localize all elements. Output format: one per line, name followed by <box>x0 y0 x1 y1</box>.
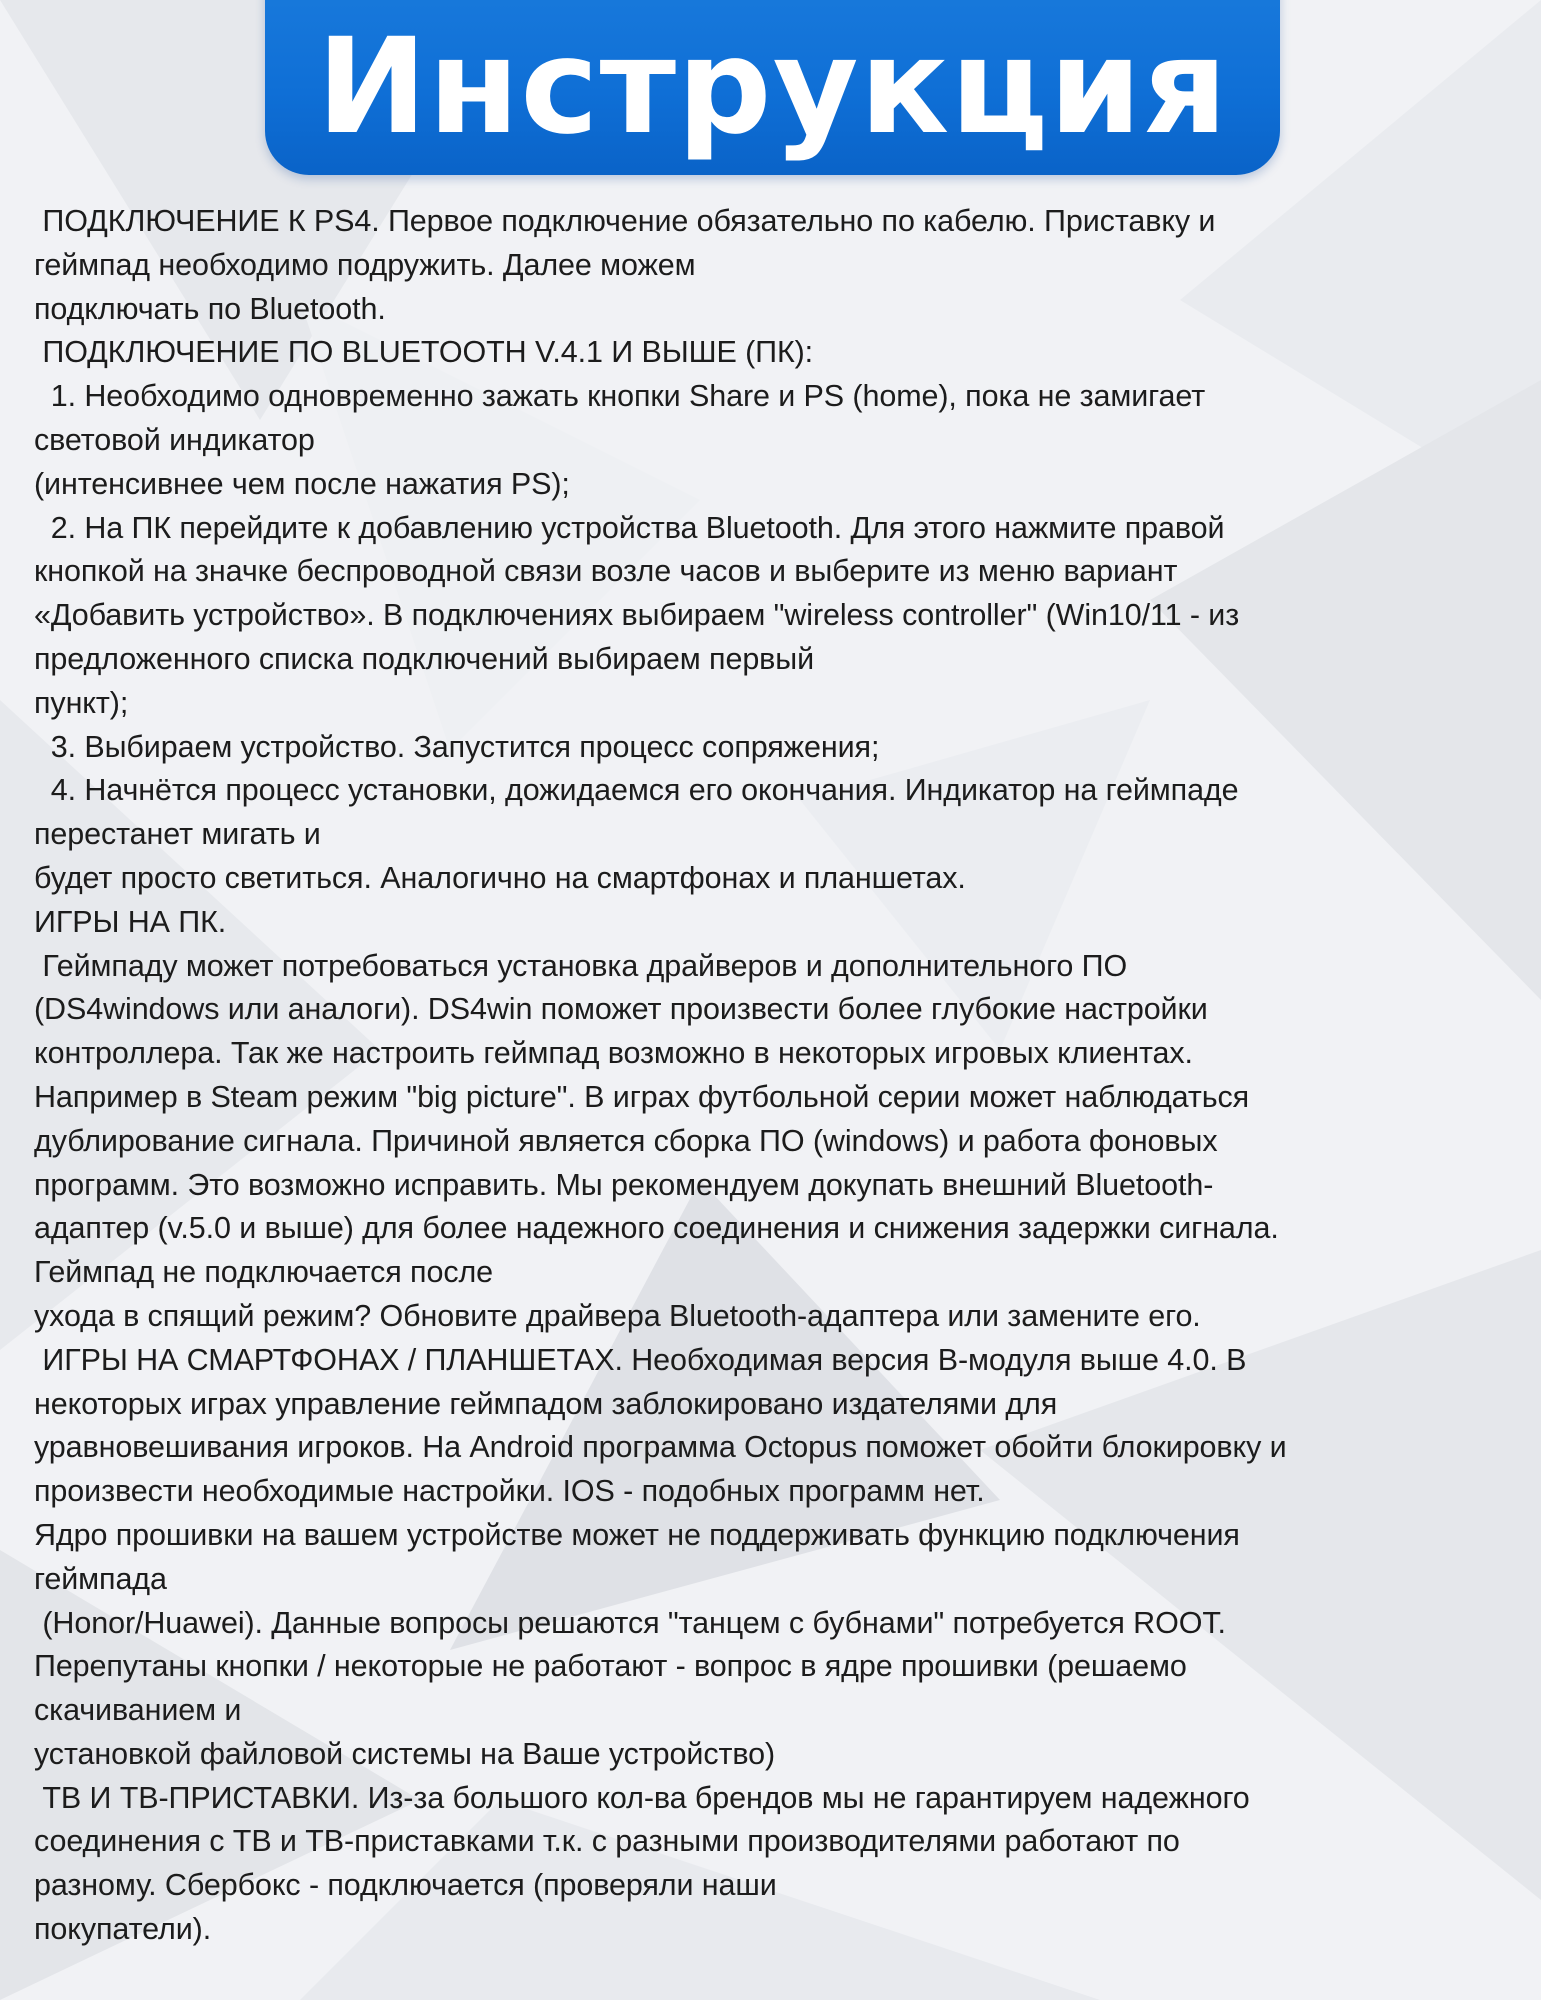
text-line: предложенного списка подключений выбираем первый <box>34 641 815 676</box>
text-line: подключать по Bluetooth. <box>34 291 386 326</box>
text-line: покупатели). <box>34 1912 212 1947</box>
text-line: (DS4windows или аналоги). DS4win поможет произвести более глубокие настройки <box>34 992 1208 1027</box>
text-line: контроллера. Так же настроить геймпад возможно в некоторых игровых клиентах. <box>34 1036 1193 1071</box>
instruction-text <box>34 200 1514 1952</box>
text-line: световой индикатор <box>34 422 315 457</box>
text-line: соединения с ТВ и ТВ-приставками т.к. с разными производителями работают по <box>34 1824 1180 1859</box>
text-line: Перепутаны кнопки / некоторые не работают - вопрос в ядре прошивки (решаемо <box>34 1649 1187 1684</box>
text-line: скачиванием и <box>34 1693 242 1728</box>
text-line: кнопкой на значке беспроводной связи возле часов и выберите из меню вариант <box>34 554 1178 589</box>
text-line: геймпада <box>34 1561 167 1596</box>
text-line: 4. Начнётся процесс установки, дожидаемся его окончания. Индикатор на геймпаде <box>34 773 1239 808</box>
text-line: Например в Steam режим "big picture". В играх футбольной серии может наблюдаться <box>34 1079 1250 1114</box>
text-line: 1. Необходимо одновременно зажать кнопки Share и PS (home), пока не замигает <box>34 379 1206 414</box>
text-line: ухода в спящий режим? Обновите драйвера Bluetooth-адаптера или замените его. <box>34 1298 1201 1333</box>
text-line: ПОДКЛЮЧЕНИЕ ПО BLUETOOTH V.4.1 И ВЫШЕ (ПК): <box>34 335 814 370</box>
text-line: «Добавить устройство». В подключениях выбираем "wireless controller" (Win10/11 - из <box>34 598 1240 633</box>
title-banner <box>265 0 1280 175</box>
text-line: уравновешивания игроков. На Android программа Octopus поможет обойти блокировку и <box>34 1430 1287 1465</box>
text-line: (интенсивнее чем после нажатия PS); <box>34 466 570 501</box>
text-line: Геймпаду может потребоваться установка драйверов и дополнительного ПО <box>34 948 1128 983</box>
text-line: ИГРЫ НА ПК. <box>34 904 227 939</box>
text-line: некоторых играх управление геймпадом заблокировано издателями для <box>34 1386 1058 1421</box>
text-line: 2. На ПК перейдите к добавлению устройства Bluetooth. Для этого нажмите правой <box>34 510 1225 545</box>
text-line: пункт); <box>34 685 129 720</box>
text-line: ПОДКЛЮЧЕНИЕ К PS4. Первое подключение обязательно по кабелю. Приставку и <box>34 204 1216 238</box>
text-line: адаптер (v.5.0 и выше) для более надежного соединения и снижения задержки сигнала. <box>34 1211 1279 1246</box>
text-line: Ядро прошивки на вашем устройстве может не поддерживать функцию подключения <box>34 1517 1240 1552</box>
text-line: разному. Сбербокс - подключается (проверяли наши <box>34 1868 777 1903</box>
text-line: ТВ И ТВ-ПРИСТАВКИ. Из-за большого кол-ва брендов мы не гарантируем надежного <box>34 1780 1250 1815</box>
text-line: дублирование сигнала. Причиной является сборка ПО (windows) и работа фоновых <box>34 1123 1218 1158</box>
text-line: ИГРЫ НА СМАРТФОНАХ / ПЛАНШЕТАХ. Необходимая версия B-модуля выше 4.0. В <box>34 1342 1247 1377</box>
text-line: 3. Выбираем устройство. Запустится процесс сопряжения; <box>34 729 880 764</box>
text-line: Геймпад не подключается после <box>34 1255 494 1290</box>
text-line: будет просто светиться. Аналогично на смартфонах и планшетах. <box>34 860 966 895</box>
text-line: (Honor/Huawei). Данные вопросы решаются "танцем с бубнами" потребуется ROOT. <box>34 1605 1226 1640</box>
text-line: произвести необходимые настройки. IOS - подобных программ нет. <box>34 1474 985 1509</box>
text-line: программ. Это возможно исправить. Мы рекомендуем докупать внешний Bluetooth- <box>34 1167 1214 1202</box>
page-title: Инструкция <box>316 9 1229 164</box>
text-line: перестанет мигать и <box>34 817 321 852</box>
text-line: геймпад необходимо подружить. Далее можем <box>34 247 696 282</box>
text-line: установкой файловой системы на Ваше устройство) <box>34 1736 776 1771</box>
